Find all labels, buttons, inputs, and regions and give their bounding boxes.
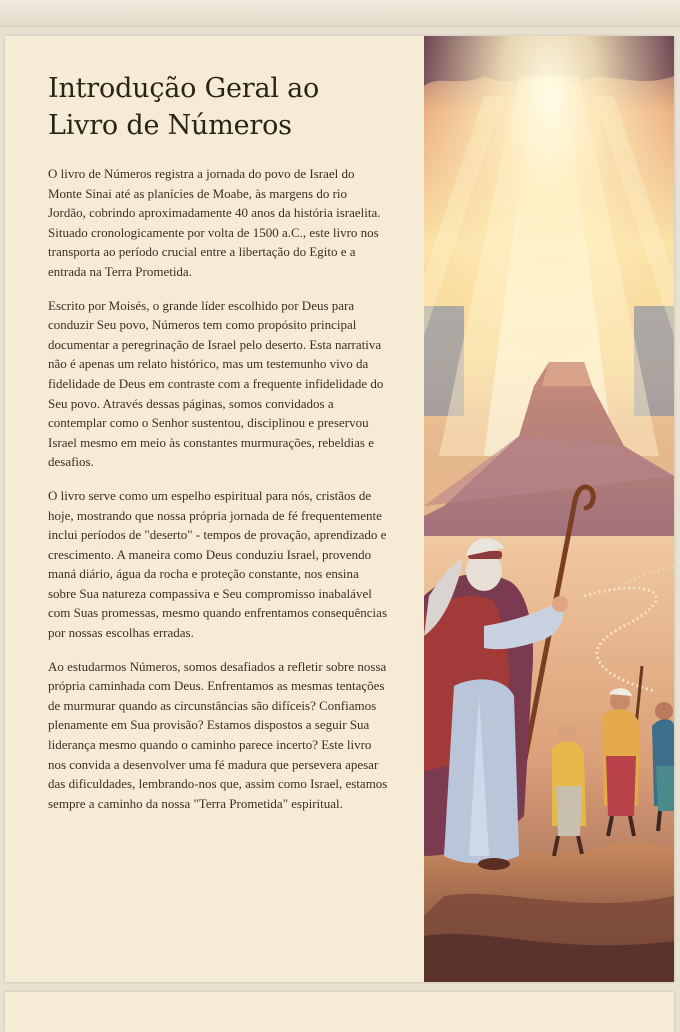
next-page-edge: [5, 992, 674, 1032]
document-page: [5, 36, 674, 982]
text-column: [48, 70, 388, 827]
previous-page-edge: [0, 0, 680, 27]
paragraph-2: Escrito por Moisés, o grande líder escolhido por Deus para conduzir Seu povo, Números tem como propósito principal documentar a peregrinação de Israel pelo deserto. Esta narrativa não é apenas um relato histórico, mas um testemunho vivo da fidelidade de Deus em contraste com a frequente infidelidade do Seu povo. Através dessas páginas, somos convidados a contemplar como o Senhor sustentou, disciplinou e preservou Israel mesmo em meio às constantes murmurações, rebeldias e desafios.: [48, 297, 384, 470]
page-title: Introdução Geral ao Livro de Números: [48, 73, 320, 141]
illustration-svg: [424, 36, 674, 982]
moses-illustration: [424, 36, 674, 982]
paragraph-4: Ao estudarmos Números, somos desafiados a refletir sobre nossa própria caminhada com Deus. Enfrentamos as mesmas tentações de murmurar quando as circunstâncias são difíceis? Confiamos plenamente em Sua provisão? Estamos dispostos a seguir Sua liderança mesmo quando o caminho parece incerto? Este livro nos convida a desenvolver uma fé madura que persevera apesar das dificuldades, lembrando-nos que, assim como Israel, estamos sempre a caminho da nossa "Terra Prometida" espiritual.: [48, 658, 388, 811]
paragraph-1: O livro de Números registra a jornada do povo de Israel do Monte Sinai até as planícies de Moabe, às margens do rio Jordão, cobrindo aproximadamente 40 anos da história israelita. Situado cronologicamente por volta de 1500 a.C., este livro nos transporta ao período crucial entre a libertação do Egito e a entrada na Terra Prometida.: [48, 166, 381, 279]
paragraph-3: O livro serve como um espelho espiritual para nós, cristãos de hoje, mostrando que nossa própria jornada de fé frequentemente inclui períodos de "deserto" - tempos de provação, aprendizado e crescimento. A maneira como Deus conduziu Israel, provendo maná diário, água da rocha e proteção constante, nos ensina sobre Sua natureza compassiva e Seu compromisso inabalável com Suas promessas, mesmo quando enfrentamos consequências por nossas escolhas erradas.: [48, 487, 388, 641]
